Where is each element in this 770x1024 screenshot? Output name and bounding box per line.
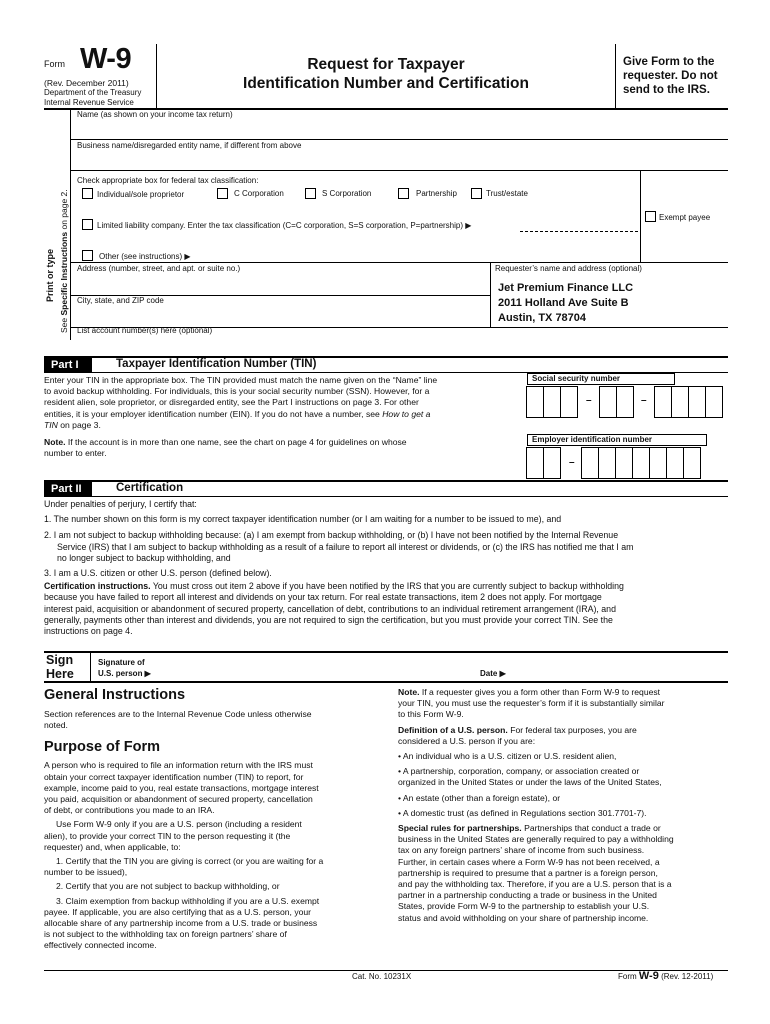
- bullet-individual: • An individual who is a U.S. citizen or U.S. resident alien,: [398, 751, 617, 762]
- list3-line1: 3. Claim exemption from backup withholding if you are a U.S. exempt: [56, 895, 320, 906]
- see-instructions-sidebar: [59, 123, 71, 333]
- cert-instructions-line1: You must cross out item 2 above if you have been notified by the IRS that you are currently subject to backup withholding: [150, 581, 624, 592]
- part1-text-line2: to avoid backup withholding. For individuals, this is your social security number (SSN). However, for a: [44, 386, 430, 397]
- list3-line2: payee. If applicable, you are also certifying that as a U.S. person, your: [44, 906, 312, 917]
- llc-label: Limited liability company. Enter the tax classification (C=C corporation, S=S corporation, P=partnership) ▶: [97, 221, 472, 230]
- right-instructions-column: [398, 687, 728, 924]
- footer-form-id: [618, 970, 713, 982]
- see-suffix: on page 2.: [59, 189, 69, 232]
- partnership-checkbox[interactable]: [398, 188, 409, 199]
- address-field[interactable]: [72, 275, 487, 293]
- general-instructions-heading: General Instructions: [44, 687, 186, 703]
- requester-label: Requester’s name and address (optional): [495, 264, 642, 273]
- left-instructions-column: [44, 687, 389, 952]
- date-label: Date ▶: [480, 669, 506, 678]
- bullet-partnership-line1: • A partnership, corporation, company, or association created or: [398, 766, 640, 777]
- special-rules-line8: States, provide Form W-9 to the partnership to establish your U.S.: [398, 901, 650, 912]
- ein-digit[interactable]: [581, 447, 599, 479]
- partnership-label: Partnership: [416, 189, 457, 198]
- ein-digit[interactable]: [666, 447, 684, 479]
- bullet-estate: • An estate (other than a foreign estate), or: [398, 792, 561, 803]
- right-note-line1: If a requester gives you a form other than Form W-9 to request: [419, 687, 661, 697]
- purpose-line2: obtain your correct taxpayer identification number (TIN) to report, for: [44, 771, 304, 782]
- ssn-digit[interactable]: [654, 386, 672, 418]
- us-person-label: U.S. person ▶: [98, 669, 151, 678]
- footer-rev: (Rev. 12-2011): [658, 972, 714, 981]
- use-line1: Use Form W-9 only if you are a U.S. person (including a resident: [56, 819, 302, 830]
- city-state-zip-label: City, state, and ZIP code: [77, 296, 164, 305]
- give-form-line2: requester. Do not: [623, 70, 718, 82]
- definition-line2: considered a U.S. person if you are:: [398, 735, 536, 746]
- bullet-trust: • A domestic trust (as defined in Regulations section 301.7701-7).: [398, 807, 647, 818]
- part2-title: Certification: [116, 482, 184, 494]
- part1-label: Part I: [44, 358, 92, 372]
- list1-line1: 1. Certify that the TIN you are giving is correct (or you are waiting for a: [56, 856, 324, 867]
- purpose-line1: A person who is required to file an information return with the IRS must: [44, 760, 313, 771]
- part1-text-line5: on page 3.: [57, 419, 101, 430]
- here-label: Here: [46, 667, 74, 681]
- s-corporation-label: S Corporation: [322, 189, 372, 198]
- special-rules-line3: tax on any foreign partners’ share of income from such business.: [398, 845, 645, 856]
- cert-instructions-line4: generally, payments other than interest and dividends, you are not required to sign the certification, but you must provide your correct TIN. See the: [44, 614, 613, 625]
- bullet-partnership-line2: organized in the United States or under the laws of the United States,: [398, 777, 662, 788]
- account-numbers-label: List account number(s) here (optional): [77, 326, 213, 335]
- special-rules-label: Special rules for partnerships.: [398, 823, 522, 834]
- cert-item2-line1: 2. I am not subject to backup withholding because: (a) I am exempt from backup withholding, or (b) I have not been notified by the Internal Revenue: [44, 530, 619, 541]
- right-note-line2: your TIN, you must use the requester’s form if it is substantially similar: [398, 698, 665, 709]
- exempt-payee-label: Exempt payee: [659, 213, 711, 222]
- special-rules-line6: and pay the withholding tax. Therefore, if you are a U.S. person that is a: [398, 879, 672, 890]
- ssn-dash: –: [641, 395, 647, 406]
- form-title-line1: Request for Taxpayer: [307, 56, 465, 73]
- ein-digit[interactable]: [543, 447, 561, 479]
- cert-instructions-line5: instructions on page 4.: [44, 626, 133, 637]
- other-label: Other (see instructions) ▶: [99, 252, 191, 261]
- business-name-field[interactable]: [72, 152, 727, 169]
- gen-text-line2: noted.: [44, 720, 68, 731]
- part1-text-line3: resident alien, sole proprietor, or disregarded entity, see the Part I instructions on page 3. For other: [44, 397, 419, 408]
- c-corporation-label: C Corporation: [234, 189, 284, 198]
- individual-checkbox[interactable]: [82, 188, 93, 199]
- print-or-type: Print or type: [45, 248, 55, 302]
- purpose-line5: of debt, or contributions you made to an IRA.: [44, 805, 215, 816]
- trust-estate-label: Trust/estate: [486, 189, 528, 198]
- cert-instructions-label: Certification instructions.: [44, 581, 151, 592]
- part1-note-text: If the account is in more than one name, see the chart on page 4 for guidelines on whose: [65, 437, 407, 448]
- cert-item3: 3. I am a U.S. citizen or other U.S. person (defined below).: [44, 568, 272, 579]
- certification-body: [44, 499, 734, 637]
- ssn-digit[interactable]: [526, 386, 544, 418]
- right-note-line3: to this Form W-9.: [398, 709, 464, 720]
- gen-text-line1: Section references are to the Internal Revenue Code unless otherwise: [44, 709, 312, 719]
- special-rules-line2: business in the United States are generally required to pay a withholding: [398, 834, 674, 845]
- cert-instructions-line2: because you have failed to report all interest and dividends on your tax return. For real estate transactions, item 2 does not apply. For mortgage: [44, 592, 602, 603]
- ein-label: Employer identification number: [527, 434, 707, 446]
- part1-title: Taxpayer Identification Number (TIN): [116, 358, 317, 370]
- special-rules-line5: partnership is required to presume that a partner is a foreign person,: [398, 867, 658, 878]
- other-checkbox[interactable]: [82, 250, 93, 261]
- address-label: Address (number, street, and apt. or suite no.): [77, 264, 241, 273]
- list3-line3: allocable share of any partnership income from a U.S. trade or business: [44, 918, 318, 929]
- cert-item2-line3: no longer subject to backup withholding, and: [57, 552, 231, 563]
- requester-city: Austin, TX 78704: [498, 312, 587, 324]
- how-to-get-tin-link: How to get a: [382, 408, 431, 419]
- revision-date: (Rev. December 2011): [44, 78, 129, 88]
- ssn-label: Social security number: [527, 373, 675, 385]
- agency: Internal Revenue Service: [44, 98, 134, 107]
- give-form-line3: send to the IRS.: [623, 84, 710, 96]
- signature-of-label: Signature of: [98, 658, 145, 667]
- ssn-digit[interactable]: [705, 386, 723, 418]
- purpose-heading: Purpose of Form: [44, 739, 161, 756]
- ssn-digit[interactable]: [688, 386, 706, 418]
- part2-label: Part II: [44, 482, 92, 496]
- ein-digit[interactable]: [649, 447, 667, 479]
- ein-dash: –: [569, 457, 575, 468]
- footer-form-number: W-9: [638, 970, 659, 982]
- ein-digit[interactable]: [632, 447, 650, 479]
- ssn-digit[interactable]: [599, 386, 617, 418]
- cert-item2-line2: Service (IRS) that I am subject to backup withholding as a result of a failure to report all interest or dividends, or (c) the IRS has notified me that I am: [57, 541, 634, 552]
- part1-text-line4: entities, it is your employer identification number (EIN). If you do not have a number, see: [44, 408, 383, 419]
- use-line3: requester) and, when applicable, to:: [44, 841, 181, 852]
- ein-digit[interactable]: [683, 447, 701, 479]
- definition-line1: For federal tax purposes, you are: [507, 724, 637, 735]
- purpose-line3: example, income paid to you, real estate transactions, mortgage interest: [44, 782, 319, 793]
- form-word: Form: [44, 59, 65, 69]
- ssn-digit[interactable]: [560, 386, 578, 418]
- special-rules-line4: Further, in certain cases where a Form W-9 has not been received, a: [398, 856, 660, 867]
- requester-address: 2011 Holland Ave Suite B: [498, 297, 629, 309]
- right-note-label: Note.: [398, 687, 420, 697]
- ein-digit[interactable]: [598, 447, 616, 479]
- city-state-zip-field[interactable]: [72, 307, 487, 325]
- give-form-line1: Give Form to the: [623, 56, 715, 68]
- sign-label: Sign: [46, 653, 74, 667]
- print-or-type-sidebar: [45, 152, 57, 302]
- llc-classification-field[interactable]: [520, 231, 638, 232]
- use-line2: alien), to provide your correct TIN to the person requesting it (the: [44, 830, 291, 841]
- list1-line2: number to be issued),: [44, 867, 128, 878]
- ein-digit[interactable]: [526, 447, 544, 479]
- part1-note-line2: number to enter.: [44, 448, 107, 459]
- see-specific: Specific Instructions: [59, 231, 69, 316]
- name-field[interactable]: [72, 121, 727, 138]
- requester-name: Jet Premium Finance LLC: [498, 282, 634, 294]
- classification-label: Check appropriate box for federal tax classification:: [77, 176, 259, 185]
- cert-intro: Under penalties of perjury, I certify that:: [44, 499, 197, 509]
- footer-form-word: Form: [618, 972, 639, 981]
- cert-item1: 1. The number shown on this form is my correct taxpayer identification number (or I am waiting for a number to be issued to me), and: [44, 514, 562, 525]
- name-label: Name (as shown on your income tax return): [77, 110, 233, 119]
- ein-digit[interactable]: [615, 447, 633, 479]
- exempt-payee-checkbox[interactable]: [645, 211, 656, 222]
- form-number: W-9: [80, 43, 132, 75]
- part1-instructions: [44, 375, 524, 459]
- c-corporation-checkbox[interactable]: [217, 188, 228, 199]
- cert-instructions-line3: interest paid, acquisition or abandonment of secured property, cancellation of debt, contributions to an individual retirement arrangement (IRA), and: [44, 603, 616, 614]
- list2: 2. Certify that you are not subject to backup withholding, or: [56, 881, 280, 892]
- individual-label: Individual/sole proprietor: [97, 190, 185, 199]
- account-numbers-field[interactable]: [72, 337, 727, 350]
- llc-checkbox[interactable]: [82, 219, 93, 230]
- tin-italic: TIN: [44, 419, 58, 430]
- see-prefix: See: [59, 315, 69, 333]
- ssn-digit[interactable]: [543, 386, 561, 418]
- s-corporation-checkbox[interactable]: [305, 188, 316, 199]
- ssn-digit[interactable]: [671, 386, 689, 418]
- department: Department of the Treasury: [44, 88, 142, 97]
- list3-line4: is not subject to the withholding tax on foreign partners’ share of: [44, 929, 287, 940]
- purpose-line4: you paid, acquisition or abandonment of secured property, cancellation: [44, 794, 313, 805]
- form-title-line2: Identification Number and Certification: [243, 75, 529, 92]
- business-name-label: Business name/disregarded entity name, if different from above: [77, 141, 302, 150]
- part1-note-label: Note.: [44, 437, 66, 448]
- special-rules-line7: partner in a partnership conducting a trade or business in the United: [398, 890, 657, 901]
- definition-label: Definition of a U.S. person.: [398, 724, 508, 735]
- special-rules-line1: Partnerships that conduct a trade or: [521, 823, 661, 834]
- trust-estate-checkbox[interactable]: [471, 188, 482, 199]
- part1-text-line1: Enter your TIN in the appropriate box. The TIN provided must match the name given on the “Name” line: [44, 375, 438, 385]
- list3-line5: effectively connected income.: [44, 940, 157, 951]
- catalog-number: Cat. No. 10231X: [352, 972, 412, 981]
- ssn-digit[interactable]: [616, 386, 634, 418]
- ssn-dash: –: [586, 395, 592, 406]
- signature-field[interactable]: [165, 653, 475, 679]
- date-field[interactable]: [515, 653, 725, 679]
- special-rules-line9: status and avoid withholding on your share of partnership income.: [398, 912, 649, 923]
